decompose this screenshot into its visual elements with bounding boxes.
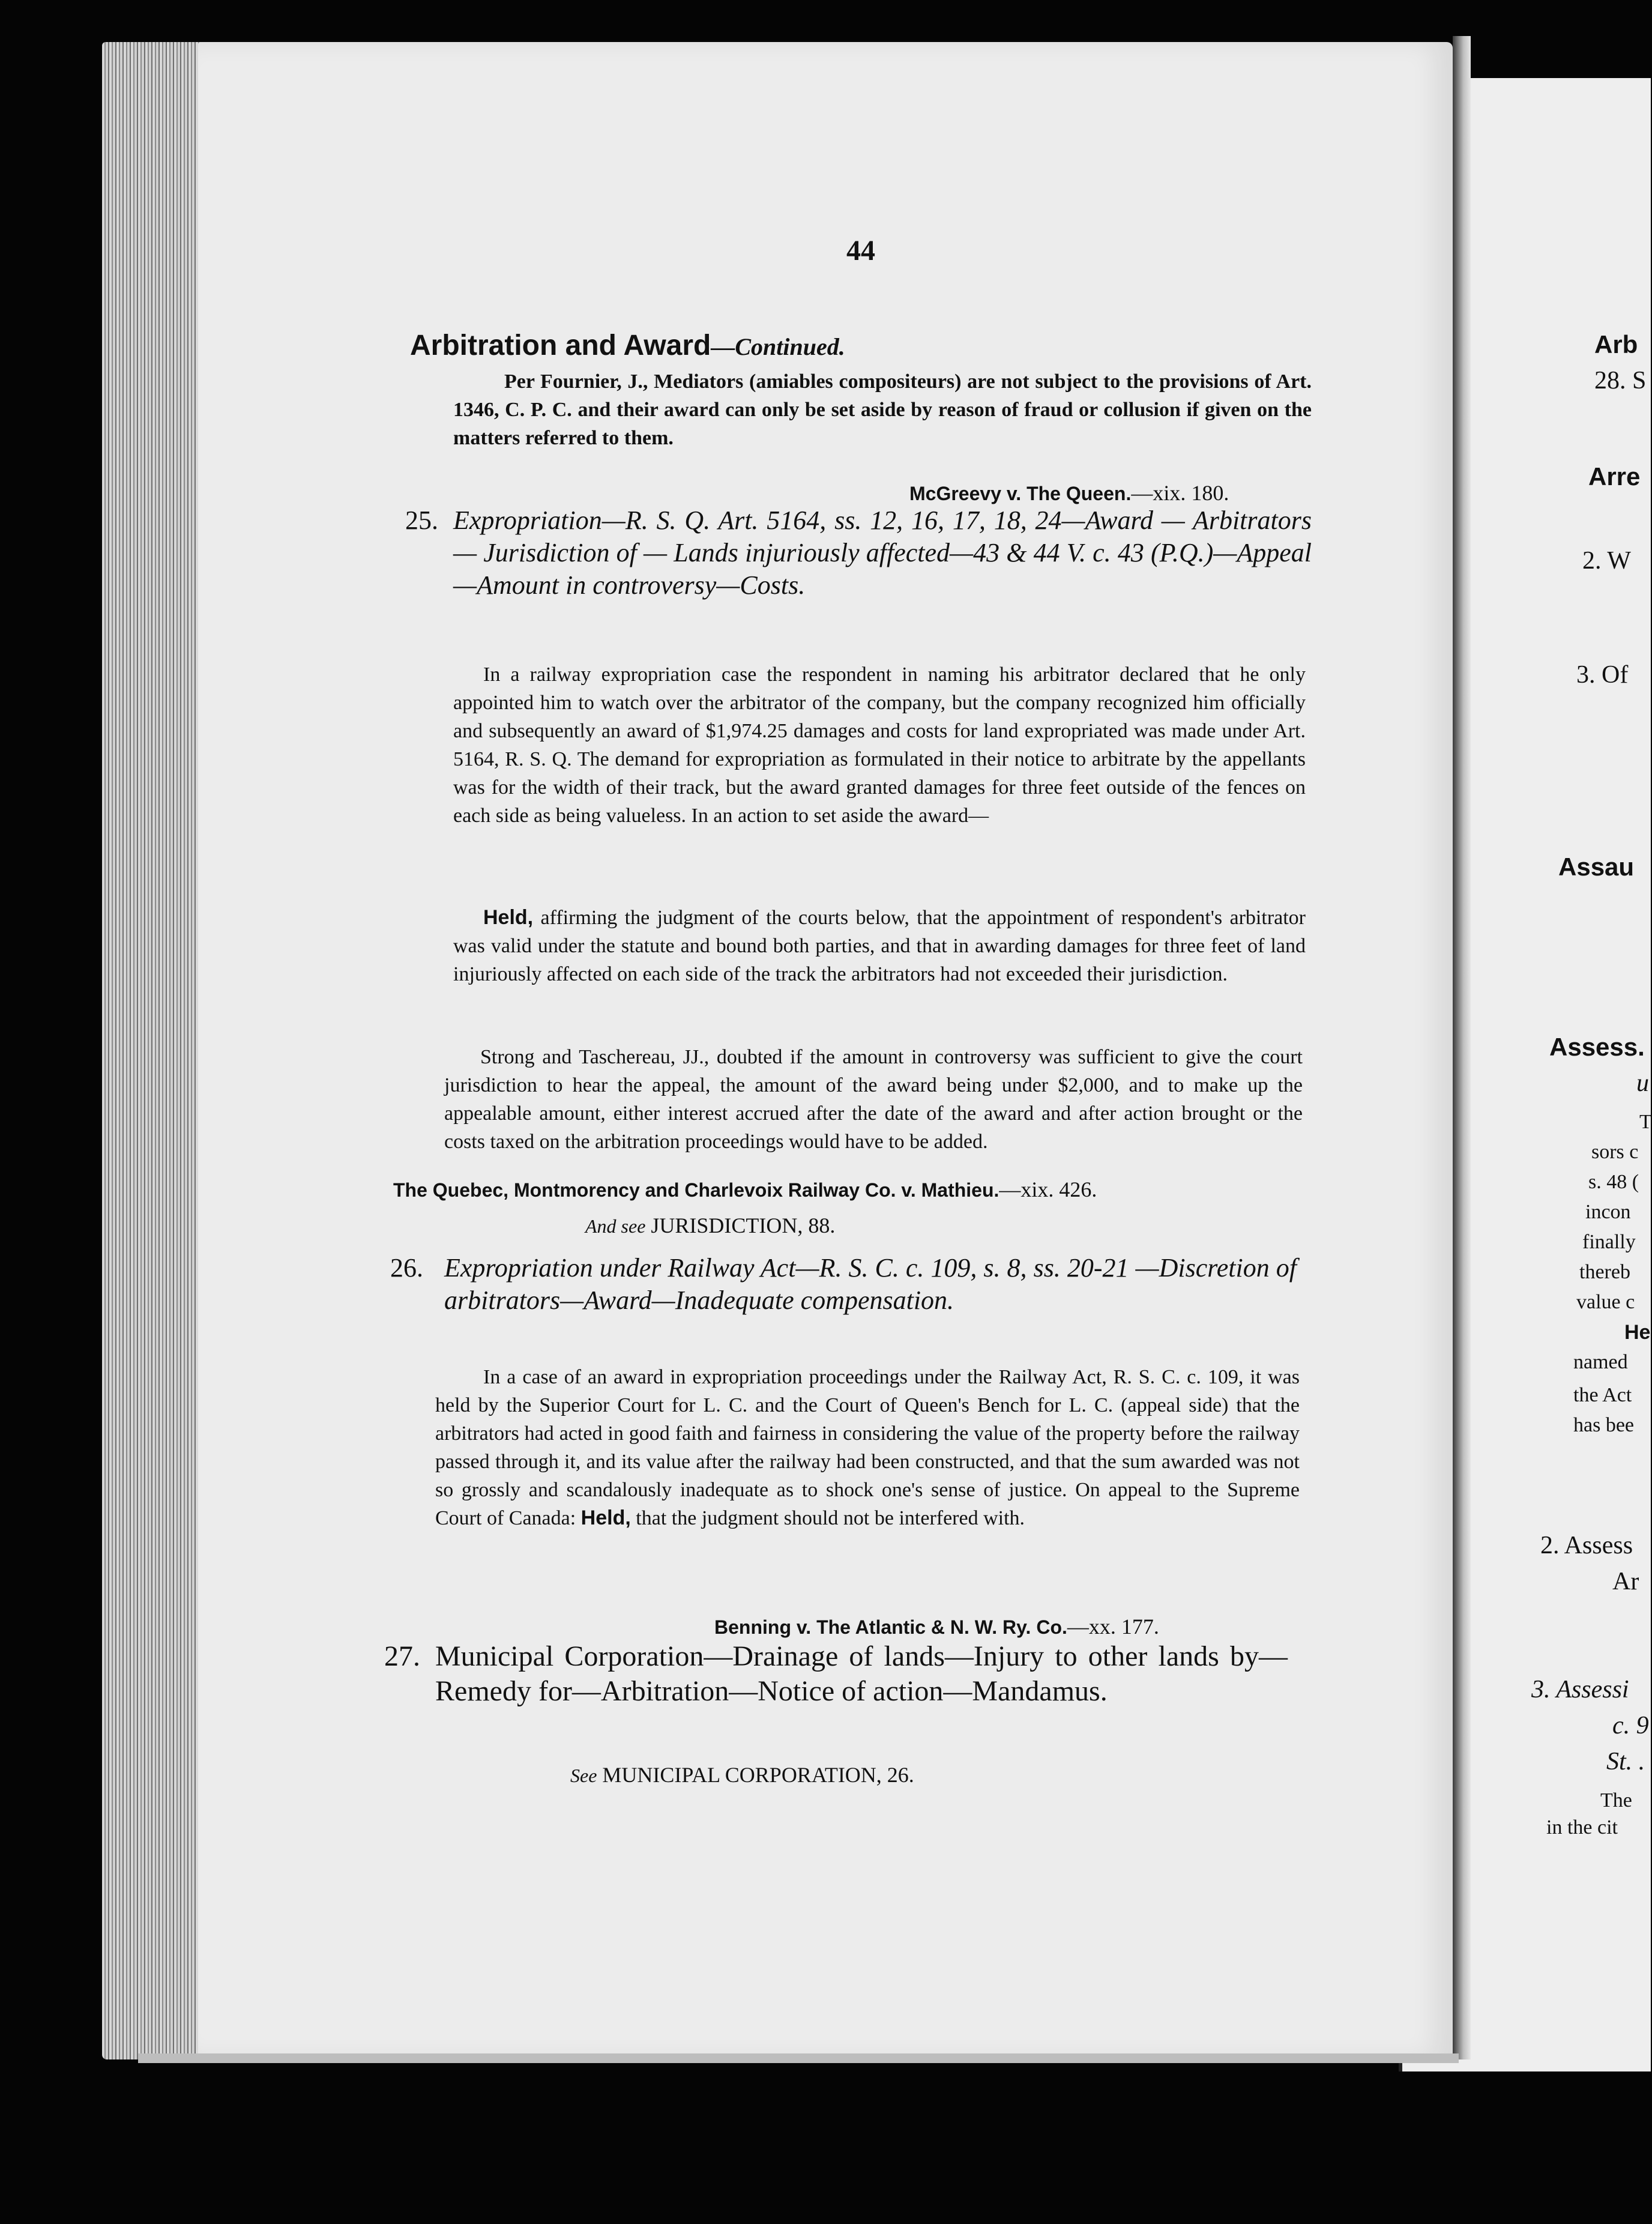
case-citation [393,1177,1097,1202]
facing-text: The [1600,1789,1632,1812]
case-name: The Quebec, Montmorency and Charlevoix Railway Co. v. Mathieu. [393,1179,999,1201]
facing-text: 2. Assess [1540,1532,1633,1559]
entry-headnote: Expropriation under Railway Act—R. S. C. c. 109, s. 8, ss. 20-21 —Discretion of arbitrators—Award—Inadequate compensation. [444,1253,1297,1315]
page-number: 44 [846,235,875,267]
see-ref: MUNICIPAL CORPORATION, 26. [602,1763,914,1787]
entry-26 [390,1252,1300,1360]
see-ref: JURISDICTION, 88. [651,1213,836,1237]
facing-text: Assau [1558,853,1635,881]
facts-text: In a case of an award in expropriation proceedings under the Railway Act, R. S. C. c. 109, it was held by the Superior Court for L. C. and the Court of Queen's Bench for L. C. (appeal side) that the arbitrators had acted in good faith and fairness in considering the value of the property before the railway passed through it, and its value after the railway had been constructed, and that the sum awarded was not so grossly and scandalously inadequate as to shock one's sense of justice. On appeal to the Supreme Court of Canada: [435,1366,1300,1529]
facing-text: St. . [1606,1748,1645,1775]
see-prefix: And see [585,1215,646,1237]
case-name: Benning v. The Atlantic & N. W. Ry. Co. [714,1616,1067,1638]
book-gutter [1453,36,1471,2059]
facing-text: Arb [1594,330,1638,358]
entry-number: 27. [384,1640,420,1672]
facing-text: the Act [1573,1384,1632,1406]
facing-text: u [1636,1069,1649,1097]
facing-text: named [1573,1351,1628,1373]
facing-text: thereb [1579,1261,1630,1283]
facing-text: c. 9 [1612,1712,1649,1739]
section-heading [410,329,845,362]
section-continued: —Continued. [711,333,845,360]
held-text: that the judgment should not be interfered with. [636,1507,1025,1529]
facing-text: finally [1582,1231,1636,1253]
facing-text: He [1624,1321,1651,1344]
see-reference [570,1762,914,1787]
facing-text: has bee [1573,1414,1635,1436]
entry-number: 25. [405,506,438,535]
facing-text: Assess. [1549,1033,1645,1061]
entry-25-held [453,904,1306,988]
entry-27 [384,1639,1291,1747]
facing-text: 3. Of [1576,661,1629,689]
facing-text: s. 48 ( [1588,1171,1639,1193]
entry-25 [405,504,1312,648]
facing-text: 28. S [1594,367,1647,394]
see-prefix: See [570,1765,597,1786]
facing-text: sors c [1591,1141,1639,1163]
entry-25-dissent: Strong and Taschereau, JJ., doubted if the amount in controversy was sufficient to give the court jurisdiction to hear the appeal, the amount of the award being under $2,000, and to make up the appealable amount, either interest accrued after the date of the award and after action brought or the costs taxed on the arbitration proceedings would have to be added. [444,1046,1303,1153]
entry-number: 26. [390,1253,423,1283]
entry-25-facts: In a railway expropriation case the respondent in naming his arbitrator declared that he only appointed him to watch over the arbitrator of the company, but the company recognized him officially and subsequently an award of $1,974.25 damages and costs for land expropriated was made under Art. 5164, R. S. Q. The demand for expropriation as formulated in their notice to arbitrate by the appellants was for the width of their track, but the award granted damages for three feet outside of the fences on each side as being valueless. In an action to set aside the award— [453,663,1306,827]
held-label: Held, [580,1506,631,1529]
section-title: Arbitration and Award [410,330,711,361]
facing-text: value c [1576,1291,1635,1313]
held-text: affirming the judgment of the courts below, that the appointment of respondent's arbitrator was valid under the statute and bound both parties, and that in awarding damages for three feet of land injuriously affected on each side of the track the arbitrators had not exceeded their jurisdiction. [453,907,1306,985]
book-page-edges [102,42,204,2059]
facing-text: Arre [1588,462,1641,491]
case-name: McGreevy v. The Queen. [909,483,1132,504]
entry-26-facts [435,1363,1300,1532]
facing-text: T [1639,1111,1652,1133]
entry-headnote: Expropriation—R. S. Q. Art. 5164, ss. 12, 16, 17, 18, 24—Award — Arbitrators — Jurisdiction of — Lands injuriously affected—43 & 44 V. c. 43 (P.Q.)—Appeal—Amount in controversy—Costs. [453,506,1312,600]
entry-headnote: Municipal Corporation—Drainage of lands—Injury to other lands by—Remedy for—Arbitration—Notice of action—Mandamus. [435,1640,1288,1707]
facing-text: in the cit [1546,1816,1618,1839]
intro-paragraph: Per Fournier, J., Mediators (amiables compositeurs) are not subject to the provisions of Art. 1346, C. P. C. and their award can only be set aside by reason of fraud or collusion if given on the matters referred to them. [453,370,1312,449]
facing-text: 3. Assessi [1531,1676,1629,1703]
case-citation [909,480,1229,506]
case-cite: —xx. 177. [1067,1615,1159,1639]
held-label: Held, [483,906,534,929]
facing-text: 2. W [1582,547,1631,575]
case-cite: —xix. 426. [999,1177,1097,1201]
case-cite: —xix. 180. [1131,481,1229,505]
facing-text: Ar [1612,1568,1639,1595]
see-reference [585,1213,835,1238]
case-citation [714,1614,1159,1639]
facing-text: incon [1585,1201,1631,1223]
